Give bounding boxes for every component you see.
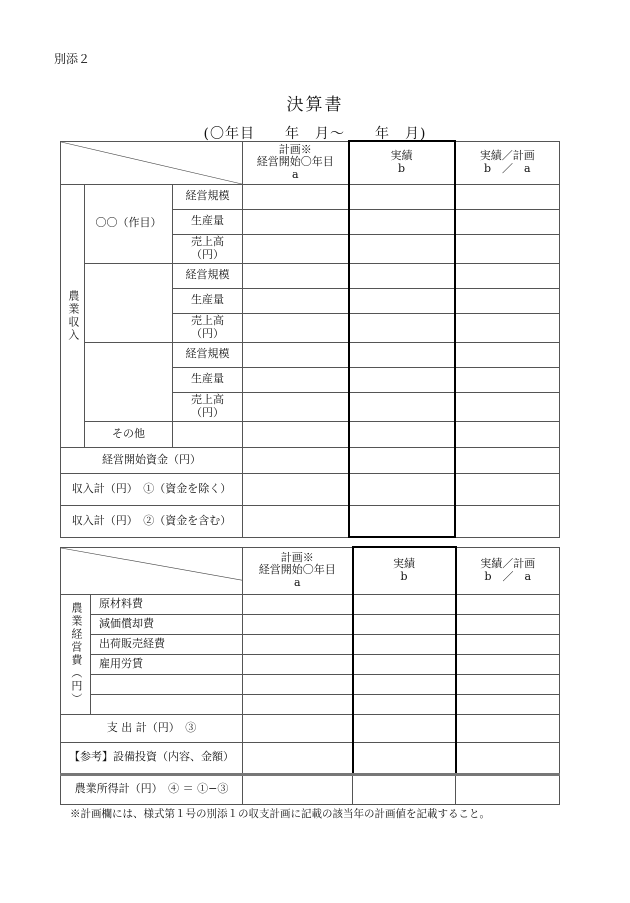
expense-item: 出荷販売経費 xyxy=(91,634,243,654)
actual-header-line2: b xyxy=(397,161,406,175)
row-scale-label: 経営規模 xyxy=(173,184,243,209)
cell[interactable] xyxy=(455,473,560,505)
expense-section-label: 農業経営費（円） xyxy=(69,602,83,706)
cell[interactable] xyxy=(349,234,455,263)
cell[interactable] xyxy=(243,184,349,209)
cell[interactable] xyxy=(349,209,455,234)
cell[interactable] xyxy=(455,421,560,447)
crop2-label xyxy=(85,263,173,342)
other-blank[interactable] xyxy=(173,421,243,447)
cell[interactable] xyxy=(455,447,560,473)
cell[interactable] xyxy=(243,234,349,263)
cell[interactable] xyxy=(349,447,455,473)
cell[interactable] xyxy=(243,614,353,634)
plan-header-line3: a xyxy=(291,167,299,181)
expense-table xyxy=(60,546,560,805)
cell[interactable] xyxy=(349,367,455,392)
cell[interactable] xyxy=(353,654,456,674)
ratio-header-line1: 実績／計画 xyxy=(480,556,536,570)
cell[interactable] xyxy=(243,505,349,537)
cell[interactable] xyxy=(456,714,560,742)
crop1-label: 〇〇（作目） xyxy=(85,184,173,263)
reference-label: 【参考】設備投資（内容、金額） xyxy=(61,742,243,774)
cell[interactable] xyxy=(243,367,349,392)
cell[interactable] xyxy=(349,313,455,342)
cell[interactable] xyxy=(456,774,560,804)
cell[interactable] xyxy=(243,654,353,674)
actual-header xyxy=(349,141,455,184)
actual-header-line1: 実績 xyxy=(390,149,413,163)
cell[interactable] xyxy=(243,263,349,288)
expense-item[interactable] xyxy=(91,674,243,694)
cell[interactable] xyxy=(349,505,455,537)
income-section-label: 農業収入 xyxy=(66,289,80,342)
cell[interactable] xyxy=(353,594,456,614)
cell[interactable] xyxy=(455,392,560,421)
expense-total-label: 支 出 計（円） ③ xyxy=(61,714,243,742)
income-table xyxy=(60,140,560,538)
cell[interactable] xyxy=(455,367,560,392)
expense-section-label-cell xyxy=(61,594,91,714)
actual-header-line1: 実績 xyxy=(393,557,415,571)
cell[interactable] xyxy=(349,421,455,447)
cell[interactable] xyxy=(349,184,455,209)
cell[interactable] xyxy=(455,184,560,209)
startup-funds-label: 経営開始資金（円） xyxy=(61,447,243,473)
cell[interactable] xyxy=(353,774,456,804)
income-section-label-cell xyxy=(61,184,85,447)
cell[interactable] xyxy=(349,342,455,367)
plan-header-line1: 計画※ xyxy=(280,550,314,564)
actual-header xyxy=(353,547,456,594)
cell[interactable] xyxy=(349,392,455,421)
cell[interactable] xyxy=(455,342,560,367)
cell[interactable] xyxy=(456,634,560,654)
cell[interactable] xyxy=(455,313,560,342)
cell[interactable] xyxy=(243,342,349,367)
ratio-header-line1: 実績／計画 xyxy=(479,148,535,162)
row-production-label: 生産量 xyxy=(173,209,243,234)
row-production-label: 生産量 xyxy=(173,288,243,313)
attachment-label: 別添２ xyxy=(54,52,91,66)
cell[interactable] xyxy=(353,634,456,654)
page-title: 決算書 xyxy=(286,95,344,115)
cell[interactable] xyxy=(353,714,456,742)
row-scale-label: 経営規模 xyxy=(173,263,243,288)
header-diagonal-cell xyxy=(61,547,243,594)
cell[interactable] xyxy=(243,774,353,804)
farm-income-total-label: 農業所得計（円） ④ ＝ ①−③ xyxy=(61,774,243,804)
cell[interactable] xyxy=(455,234,560,263)
cell[interactable] xyxy=(455,263,560,288)
header-diagonal-cell xyxy=(61,141,243,184)
ratio-header-line2: b ／ a xyxy=(484,569,532,583)
cell[interactable] xyxy=(243,634,353,654)
plan-header-line2: 経営開始〇年目 xyxy=(256,155,334,169)
period-line: (〇年目 年 月〜 年 月) xyxy=(203,126,427,142)
cell[interactable] xyxy=(353,614,456,634)
row-sales-label: 売上高 （円） xyxy=(173,313,243,342)
cell[interactable] xyxy=(243,742,353,774)
cell[interactable] xyxy=(349,263,455,288)
plan-header-line1: 計画※ xyxy=(278,142,312,156)
cell[interactable] xyxy=(456,654,560,674)
ratio-header xyxy=(456,547,560,594)
actual-header-line2: b xyxy=(400,569,408,583)
cell[interactable] xyxy=(353,694,456,714)
row-sales-label: 売上高 （円） xyxy=(173,234,243,263)
expense-item: 減価償却費 xyxy=(91,614,243,634)
ratio-header-line2: b ／ a xyxy=(483,161,531,175)
plan-header-line3: a xyxy=(293,575,301,589)
cell[interactable] xyxy=(243,421,349,447)
cell[interactable] xyxy=(243,714,353,742)
cell[interactable] xyxy=(456,674,560,694)
ratio-header xyxy=(455,141,560,184)
cell[interactable] xyxy=(243,694,353,714)
cell[interactable] xyxy=(455,209,560,234)
expense-item[interactable] xyxy=(91,694,243,714)
cell[interactable] xyxy=(353,742,456,774)
plan-header xyxy=(243,547,353,594)
expense-item: 原材料費 xyxy=(91,594,243,614)
cell[interactable] xyxy=(349,473,455,505)
cell[interactable] xyxy=(243,594,353,614)
expense-item: 雇用労賃 xyxy=(91,654,243,674)
income-total-1-label: 収入計（円） ①（資金を除く） xyxy=(61,473,243,505)
income-total-2-label: 収入計（円） ②（資金を含む） xyxy=(61,505,243,537)
cell[interactable] xyxy=(243,209,349,234)
cell[interactable] xyxy=(243,447,349,473)
cell[interactable] xyxy=(353,674,456,694)
cell[interactable] xyxy=(243,392,349,421)
cell[interactable] xyxy=(456,694,560,714)
cell[interactable] xyxy=(243,473,349,505)
row-sales-label: 売上高 （円） xyxy=(173,392,243,421)
plan-header xyxy=(243,141,349,184)
crop3-label xyxy=(85,342,173,421)
row-scale-label: 経営規模 xyxy=(173,342,243,367)
cell[interactable] xyxy=(243,674,353,694)
cell[interactable] xyxy=(456,614,560,634)
plan-header-line2: 経営開始〇年目 xyxy=(258,563,336,577)
cell[interactable] xyxy=(456,594,560,614)
cell[interactable] xyxy=(243,288,349,313)
cell[interactable] xyxy=(455,288,560,313)
cell[interactable] xyxy=(455,505,560,537)
other-label: その他 xyxy=(85,421,173,447)
footnote: ※計画欄には、様式第１号の別添１の収支計画に記載の該当年の計画値を記載すること。 xyxy=(70,808,490,820)
row-production-label: 生産量 xyxy=(173,367,243,392)
cell[interactable] xyxy=(243,313,349,342)
cell[interactable] xyxy=(456,742,560,774)
cell[interactable] xyxy=(349,288,455,313)
